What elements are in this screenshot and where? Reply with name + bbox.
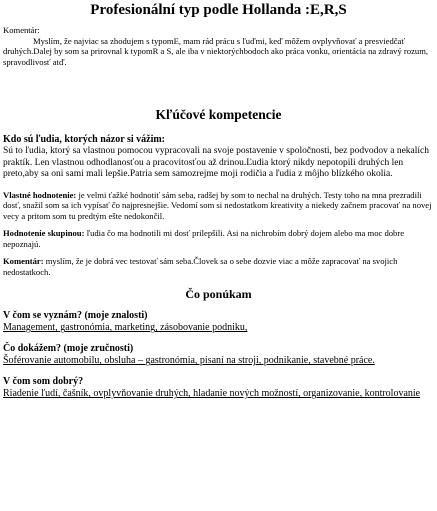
document-title: Profesionální typ podle Hollanda :E,R,S [90,2,347,18]
second-comment-label: Komentár: [3,256,44,267]
valued-people-question: Kdo sú ľudia, ktorých názor si vážim: [3,134,166,145]
knowledge-question: V čom se vyznám? (moje znalosti) [3,310,148,322]
strengths-answer: Riadenie ľudí, čašník, ovplyvňovanie druhých, hladanie nových možností, organizovanie, kontrolovanie [3,388,421,400]
skills-question: Čo dokážem? (moje zručnosti) [3,343,134,355]
strengths-question: V čom som dobrý? [3,376,84,388]
skills-answer: Šoférovanie automobilu, obsluha – gastronómia, písaní na stroji, podnikanie, stavebné práce. [3,355,375,367]
self-evaluation-label: Vlastné hodnotenie: [3,189,77,200]
knowledge-answer: Management, gastronómia, marketing, zásobovanie podniku, [3,322,248,334]
group-evaluation-label: Hodnotenie skupinou: [3,228,85,239]
comment-label: Komentár: [3,25,40,35]
valued-people-text: Sú to ľudia, ktorý sa vlastnou pomocou vypracovali na svoje postavenie v spoločnosti, bez podvodov a nekalích praktík. Len vlastnou odhodlanosťou a pracovitosťou až drinou.Ľudia ktorý nikdy nepotopili druhých len preto,aby sa oni sami mali lepšie.Patria sem samozrejme moji rodičia a ľudia z môjho blízkého okolia. [3,146,429,180]
competences-heading: Kľúčové kompetencie [155,107,282,122]
second-comment-text: myslím, že je dobrá vec testovať sám seba.Človek sa o sebe dozvie viac a môže zapracovať na svojich nedostatkoch. [3,256,398,277]
self-evaluation-text: je velmi ťažké hodnotiť sám seba, radšej by som to nechal na druhých. Testy toho na mna prezradili dosť, snažil som sa ich vypísať čo najpresnejšie. Vedomí som si nedostatkom kreativity a niekedy začnem pracovať na novej vecy a pritom som tu predtým ešte nedokončil. [3,189,432,221]
comment-text: Myslím, že najviac sa zhodujem s typomE, mam rád prácu s ľuďmi, keď môžem ovplyvňovať a presviedčať druhých.Dalej by som sa prirovnal k typomR a S, ale iba v niektorýchbodoch ako práca vonku, orientácia na zdravý rozum, spravodlivosť atď. [3,35,429,67]
offer-heading: Čo ponúkam [185,287,252,302]
group-evaluation-text: ľudia čo ma hodnotili mi dosť prilepšili. Asi na nichrobím dobrý dojem alebo ma moc dobre nepoznajú. [3,228,405,249]
